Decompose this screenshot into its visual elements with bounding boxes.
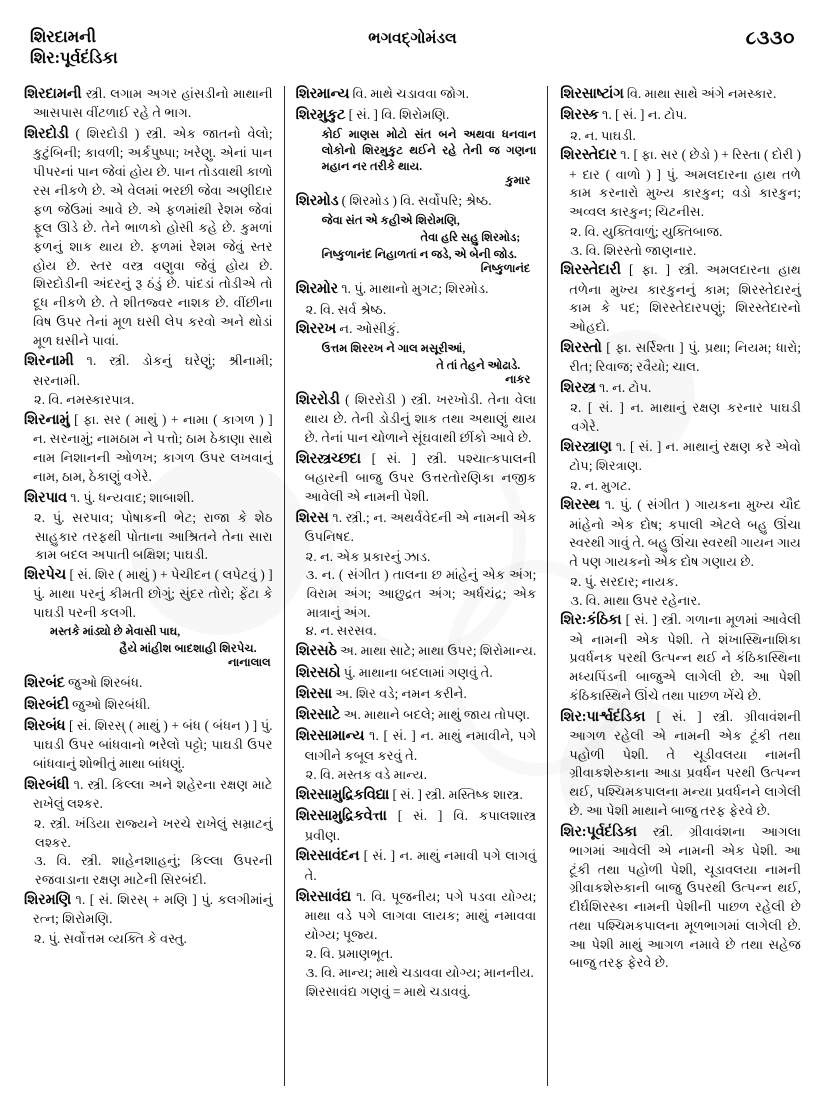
- entry-headword: શિરદામની: [24, 86, 82, 102]
- entry-definition: [ સં. શિરસ્ ( માથું ) + બંધ ( બંધન ) ] પું. પાઘડી ઉપર બાંધવાનો ભરેલો પટ્ટો; પાઘડી ઉપર બાંધવાનું શોભીતું માથા બાંધણું.: [33, 717, 273, 771]
- entry-citation-line: નિષ્કુળાનંદ નિહાળતાં ન જડે, એ બેની જોડ.: [321, 247, 517, 261]
- dictionary-entry: [560, 822, 801, 973]
- dictionary-entry: [24, 488, 273, 508]
- entry-headword: શિરમોર: [295, 281, 338, 298]
- dictionary-entry: [560, 437, 801, 476]
- entry-headword: શિરબંદી: [24, 696, 69, 713]
- entry-sense: ૪. ન. સરસવ.: [305, 623, 377, 639]
- entry-headword: શિરરખ: [295, 321, 336, 338]
- running-head-left-line2: શિર:પૂર્વદંડિકા: [30, 48, 118, 68]
- entry-headword: શિરબંદ: [24, 675, 65, 692]
- entry-citation-attribution: નાકર: [505, 373, 531, 386]
- entry-sense: ૨. વિ. સર્વ શ્રેષ્ઠ.: [305, 301, 387, 317]
- entry-headword: શિરસાષ્ટાંગ: [560, 86, 624, 102]
- entry-definition: [ ફા. ] સ્ત્રી. અમલદારના હાથ તળેના મુખ્ય કારકુનનું કામ; શિરસ્તેદારનું કામ કે પદ; શિરસ્તેદારપણું; શિરસ્તેદારનો ઓહદો.: [569, 262, 801, 335]
- entry-definition: ૧. પું. ધન્યવાદ; શાબાશી.: [66, 489, 194, 505]
- entry-sense: ૩. ન. ( સંગીત ) તાલના છ માંહેનું એક અંગ; વિરામ અંગ; આછુદ્રત અંગ; અર્ધચંદ્ર; એક માત્રાનું અંગ.: [305, 567, 537, 620]
- dictionary-entry: [24, 695, 273, 715]
- entry-sense: ૨. વિ. યુક્તિવાળું; યુક્તિબાજ.: [570, 223, 723, 239]
- entry-definition: ન. ઓસીકું.: [336, 321, 400, 337]
- entry-headword: શિરસાવંદ્ય: [295, 888, 351, 905]
- entry-headword: શિરરોડી: [295, 391, 340, 408]
- dictionary-entry: [296, 684, 537, 704]
- book-title: ભગવદ્ગોમંડલ: [368, 30, 457, 47]
- entry-headword: શિરનામું: [24, 412, 70, 429]
- dictionary-entry: [296, 279, 537, 299]
- entry-headword: શિરપેચ: [24, 567, 66, 584]
- entry-definition: [ સં. ] વિ. કપાલશાસ્ત્ર પ્રવીણ.: [304, 808, 537, 843]
- entry-definition: સ્ત્રી. લગામ અગર હાંસડીનો માથાની આસપાસ વીંટળાઈ રહે તે ભાગ.: [33, 86, 273, 121]
- entry-headword: શિરસ્ત્રાણ: [560, 438, 612, 455]
- entry-sense: ૩. વિ. માથા ઉપર રહેનાર.: [570, 592, 701, 608]
- dictionary-entry: [24, 775, 273, 814]
- entry-sense: ૨. [ સં. ] ન. માથાનું રક્ષણ કરનાર પાઘડી વગેરે.: [570, 400, 801, 434]
- entry-sense: ૩. વિ. શિરસ્તો જાણનાર.: [570, 242, 697, 258]
- running-head-left-line1: શિરદામની: [30, 27, 96, 46]
- entry-definition: ૧. [ સં. ] ન. ટોપ.: [598, 107, 687, 123]
- entry-citation-line: જેવા સંત એ કહીએ શિરોમણિ,: [321, 213, 460, 227]
- entry-headword: શિરબંધ: [24, 717, 66, 734]
- entry-headword: શિરસામુદ્રિકવેત્તા: [295, 808, 387, 825]
- entry-citation-attribution: કુમાર: [505, 175, 531, 188]
- entry-headword: શિરસ્ત્ર: [560, 379, 596, 396]
- dictionary-entry: [296, 508, 537, 547]
- dictionary-entry: [296, 449, 537, 507]
- entry-headword: શિરસ્તો: [560, 339, 602, 356]
- dictionary-entry: [296, 105, 537, 125]
- entry-definition: [ સં. ] સ્ત્રી. પશ્ચાત્કપાલની બહારની બાજુ ઉપર ઉત્તરતોરણિકા નજીક આવેલી એ નામની પેશી.: [304, 450, 537, 504]
- entry-sense: ૨. વિ. નમસ્કારપાત્ર.: [34, 392, 135, 408]
- entry-sense: ૨. પું. સરપાવ; પોષાકની ભેટ; રાજા કે શેઠ સાહુકાર તરફથી પોતાના આશ્રિતને તેના સારા કામ બદલ અપાતી બક્ષિશ; પાઘડી.: [34, 509, 273, 563]
- entry-headword: શિરસાવંદન: [295, 848, 360, 865]
- dictionary-entry: [560, 378, 801, 398]
- entry-sense: ૨. ન. એક પ્રકારનું ઝાડ.: [305, 548, 431, 564]
- entry-sense: ૩. વિ. માન્ય; માથે ચડાવવા યોગ્ય; માનનીય.: [305, 965, 534, 981]
- entry-definition: [ સં. ] વિ. શિરોમણિ.: [345, 107, 450, 123]
- dictionary-entry: [296, 390, 537, 448]
- entry-definition: [ સં. ] સ્ત્રી. ગ્રીવાવંશની આગળ રહેલી એ નામની એક ટૂંકી તથા પહોળી પેશી. તે ચૂડીવલયા નામની ગ્રીવાકશેરુકાના આડા પ્રવર્ધન પરથી ઉત્પન્ન થઈ, પશ્ચિમકપાલના મન્યા પ્રવર્ધનને લાગેલી છે. આ પેશી માથાને બાજુ તરફ ફેરવે છે.: [569, 708, 801, 818]
- page-number: ૮૩૩૦: [745, 28, 795, 49]
- entry-headword: શિરસ્તેદારી: [560, 262, 621, 279]
- dictionary-entry: [296, 84, 537, 104]
- entry-definition: અ. શિર વડે; નમન કરીને.: [332, 685, 467, 701]
- entry-definition: ૧. [ સં. ] ન. માથું નમાવીને, પગે લાગીને કબૂલ કરવું તે.: [304, 728, 537, 763]
- entry-sense: ૨. વિ. પ્રમાણભૂત.: [305, 946, 393, 962]
- dictionary-entry: [560, 610, 801, 705]
- entry-sense: ૩. વિ. સ્ત્રી. શાહેનશાહનું; કિલ્લા ઉપરની રજવાડાના રક્ષણ માટેની સિરબંદી.: [34, 853, 273, 887]
- dictionary-entry: [560, 338, 801, 377]
- dictionary-entry: [24, 84, 273, 123]
- entry-definition: ૧. સ્ત્રી. કિલ્લા અને શહેરના રક્ષણ માટે રાખેલું લશ્કર.: [33, 776, 273, 812]
- entry-definition: ૧. ન. ટોપ.: [595, 379, 652, 395]
- entry-headword: શિરમણિ: [24, 891, 72, 908]
- entry-headword: શિરમાન્ય: [295, 86, 350, 102]
- dictionary-entry: [560, 145, 801, 222]
- entry-citation-line: ઉત્તમ શિરરખ ને ગાલ મસૂરીઆં,: [321, 341, 466, 355]
- entry-example: શિરસાવંદ્ય ગણવું = માથે ચડાવવું.: [305, 983, 471, 999]
- dictionary-entry: [24, 124, 273, 350]
- entry-sense: ૨. પું. સરદાર; નાયક.: [570, 573, 679, 589]
- entry-headword: શિરસામાન્ય: [295, 728, 365, 745]
- entry-sense: ૨. ન. મુગટ.: [570, 477, 631, 493]
- dictionary-entry: [560, 707, 801, 821]
- entry-headword: શિરસા: [295, 685, 333, 702]
- entry-headword: શિરદોડી: [24, 126, 69, 143]
- entry-headword: શિરસામુદ્રિકવિદ્યા: [295, 787, 390, 804]
- entry-definition: સ્ત્રી. ગ્રીવાવંશના આગલા ભાગમાં આવેલી એ નામની એક પેશી. આ ટૂંકી તથા પહોળી પેશી, ચૂડાવલયા નામની ગ્રીવાકશેરુકાની બાજુ ઉપરથી ઉત્પન્ન થઈ, દીર્ઘશિરસ્કા નામની પેશીની પાછળ રહેલી છે તથા પશ્ચિમકપાલના મૂળભાગમાં લાગેલી છે. આ પેશી માથું આગળ નમાવે છે તથા સહેજ બાજુ તરફ ફેરવે છે.: [569, 823, 801, 971]
- entry-headword: શિરસ્ત્રચ્છદા: [295, 450, 361, 467]
- entry-definition: ( શિરરોડી ) સ્ત્રી. ખરખોડી. તેના વેલા થાય છે. તેની ડોડીનું શાક તથા અથાણું થાય છે. તેનાં પાન ચોળાને સૂંઘવાથી છીંકો આવે છે.: [304, 391, 537, 445]
- entry-citation-line: તેવા હરિ સહુ શિરમોડ;: [420, 230, 521, 244]
- entry-headword: શિર:કંઠિકા: [560, 612, 622, 629]
- entry-definition: [ સં. ] ન. માથું નમાવી પગે લાગવું તે.: [304, 848, 537, 883]
- page-header: [24, 26, 801, 82]
- column-right: [548, 84, 801, 1094]
- entry-definition: ૧. વિ. પૂજનીય; પગે પડવા યોગ્ય; માથા વડે પગે લાગવા લાયક; માથું નમાવવા યોગ્ય; પૂજ્ય.: [304, 888, 537, 942]
- dictionary-entry: [296, 887, 537, 945]
- entry-sense: ૨. ન. પાઘડી.: [570, 127, 636, 143]
- entry-citation-line: તે તાં તેહને ઓઢાડે.: [436, 358, 521, 372]
- dictionary-entry: [296, 319, 537, 339]
- entry-citation-block: કોઈ માણસ મોટો સંત બને અથવા ધનવાન લોકોનો શિરમુકુટ થઈને રહે તેની જ ગણના મહાન નર તરીકે થાય.: [321, 127, 537, 174]
- dictionary-entry: [560, 105, 801, 125]
- entry-definition: અ. માથા સાટે; માથા ઉપર; શિરોમાન્ય.: [336, 643, 537, 659]
- column-middle: [285, 84, 548, 1094]
- entry-headword: શિરસાટે: [295, 707, 341, 724]
- dictionary-entry: [296, 705, 537, 725]
- entry-definition: ( શિરદોડી ) સ્ત્રી. એક જાતનો વેલો; કુટુંબિની; કાવળી; અર્કપુષ્પા; ખરેણુ. એનાં પાન પીપરનાં પાન જેવાં હોય છે. પાન તોડવાથી કાળો રસ નીકળે છે. એ વેલમાં ભરછી જેવા અણીદાર ફળ જેઉમાં આવે છે. એ ફળમાંથી રેશમ જેવાં ફૂલ ઊડે છે. તેને ભાળકો હોસી કહે છે. કુમળાં ફળનું શાક થાય છે. ફળમાં રેશમ જેવું સ્તર હોય છે. સ્તર વસ્ત્ર વણુવા જેવું હોય છે. શિરદોડીની અંદરનું રૂ ઠંડું છે. પાંદડાં તોડીએ તો દૂધ નીકળે છે. તે શીતજ્વર નાશક છે. વીંછીના વિષ ઉપર તેનાં મૂળ ઘસી લેપ કરવો અને થોડાં મૂળ ઘસીને પાવાં.: [33, 126, 273, 348]
- entry-citation-attribution: નાનાલાલ: [228, 657, 271, 670]
- dictionary-entry: [24, 890, 273, 929]
- entry-definition: ૧. સ્ત્રી. ડોકનું ઘરેણું; શ્રીનામી; સરનામી.: [33, 353, 273, 388]
- entry-definition: પું. માથાના બદલામાં ગણવું તે.: [340, 664, 493, 680]
- entry-sense: ૨. સ્ત્રી. ખંડિયા રાજ્યને ખરચે રાખેલું સમ્રાટનું લશ્કર.: [34, 815, 273, 850]
- dictionary-entry: [560, 260, 801, 337]
- entry-citation-line: મસ્તકે માંડ્યો છે મેવાસી પાઘ,: [50, 624, 181, 638]
- entry-definition: ૧. [ ફા. સર ( છેડો ) + રિસ્તા ( દોરી ) + દાર ( વાળો ) ] પું. અમલદારના હાથ તળે કામ કરનારો મુખ્ય કારકુન; વડો કારકુન; અવ્વલ કારકુન; ચિટનીસ.: [569, 147, 801, 220]
- entry-headword: શિરસઠે: [295, 643, 337, 660]
- dictionary-entry: [24, 565, 273, 623]
- entry-headword: શિર:પાર્શ્વદંડિકા: [560, 708, 646, 725]
- entry-headword: શિરસ્થ: [560, 497, 600, 514]
- entry-definition: ૧. પું. ( સંગીત ) ગાયકના મુખ્ય ચૌદ માંહેનો એક દોષ; કપાલી એટલે બહુ ઊંચા સ્વરથી ગાવું તે. બહુ ઊંચા સ્વરથી ગાયન ગાય તે પણ ગાયકનો એક દોષ ગણાય છે.: [569, 497, 801, 570]
- dictionary-entry: [296, 806, 537, 845]
- dictionary-entry: [296, 641, 537, 661]
- entry-headword: શિરપાવ: [24, 489, 67, 506]
- entry-headword: શિરબંધી: [24, 776, 70, 793]
- entry-headword: શિરસ્તેદાર: [560, 147, 617, 164]
- entry-headword: શિરસ્ક: [560, 107, 599, 124]
- entry-headword: શિરસ: [295, 509, 329, 526]
- entry-definition: વિ. માથા સાથે અંગે નમસ્કાર.: [623, 86, 777, 101]
- column-container: [24, 84, 801, 1094]
- dictionary-entry: [296, 785, 537, 805]
- dictionary-entry: [24, 673, 273, 693]
- entry-sense: ૨. વિ. મસ્તક વડે માન્ય.: [305, 767, 427, 783]
- entry-definition: જુઓ શિરબંધ.: [64, 675, 143, 691]
- entry-headword: શિરમોડ: [295, 193, 339, 210]
- entry-definition: ૧. સ્ત્રી.; ન. અથર્વવેદની એ નામની એક ઉપનિષદ.: [304, 509, 537, 544]
- entry-definition: [ ફા. સર ( માથું ) + નામા ( કાગળ ) ] ન. સરનામું; નામઠામ ને પત્તો; ઠામ ઠેકાણા સાથે નામ નિશાનની ઓળખ; કાગળ ઉપર લખવાનું નામ, ઠામ, ઠેકાણું વગેરે.: [33, 412, 273, 484]
- entry-definition: ૧. પું. માથાનો મુગટ; શિરમોડ.: [337, 281, 489, 297]
- entry-definition: ૧. [ સં. શિરસ્ + મણિ ] પું. કલગીમાંનું રત્ન; શિરોમણિ.: [33, 891, 273, 926]
- entry-definition: [ ફા. સર્રિશ્તા ] પું. પ્રથા; નિયમ; ધારો; રીત; રિવાજ; રવૈયો; ચાલ.: [569, 339, 801, 375]
- dictionary-entry: [24, 351, 273, 390]
- dictionary-entry: [296, 663, 537, 683]
- entry-definition: વિ. માથે ચડાવવા જોગ.: [349, 86, 469, 101]
- dictionary-entry: [296, 726, 537, 765]
- dictionary-entry: [296, 191, 537, 211]
- entry-definition: [ સં. ] સ્ત્રી. મસ્તિષ્ક શાસ્ત્ર.: [389, 787, 523, 803]
- entry-headword: શિરનામી: [24, 353, 74, 370]
- dictionary-entry: [560, 495, 801, 572]
- entry-definition: ( શિરમોડ ) વિ. સર્વોપરિ; શ્રેષ્ઠ.: [338, 193, 492, 209]
- entry-citation-line: હૈયે માંહીશ બાદશાહી શિરપેચ.: [119, 642, 257, 656]
- dictionary-entry: [24, 716, 273, 774]
- entry-headword: શિર:પૂર્વદંડિકા: [560, 823, 637, 840]
- entry-headword: શિરસઠો: [295, 664, 341, 681]
- entry-definition: [ સં. ] સ્ત્રી. ગળાના મૂળમાં આવેલી એ નામની એક પેશી. તે શંખાસ્થિનાશિકા પ્રવર્ધનક પરથી ઉત્પન્ન થઈ ને કંઠિકાસ્થિના મધ્યપિંડની બાજુએ લાગેલી છે. આ પેશી કંઠિકાસ્થિને ઊંચે તથા પાછળ ખેંચે છે.: [569, 612, 801, 703]
- entry-definition: જુઓ શિરબંધી.: [68, 696, 151, 712]
- entry-headword: શિરમુકુટ: [295, 107, 346, 124]
- entry-sense: ૨. પું. સર્વોત્તમ વ્યક્તિ કે વસ્તુ.: [34, 930, 187, 946]
- entry-definition: અ. માથાને બદલે; માથું જાય તોપણ.: [340, 707, 530, 723]
- column-left: [24, 84, 284, 1094]
- dictionary-entry: [560, 84, 801, 104]
- dictionary-entry: [24, 410, 273, 487]
- entry-citation-attribution: નિષ્કુળાનંદ: [480, 263, 531, 276]
- entry-definition: ૧. [ સં. ] ન. માથાનું રક્ષણ કરે એવો ટોપ; શિરત્રાણ.: [569, 438, 801, 473]
- entry-definition: [ સં. શિર ( માથું ) + પેચીદન ( લપેટવું ) ] પું. માથા પરનું કીમતી છોગું; સુંદર તોરો; ફેંટા કે પાઘડી પરની કલગી.: [33, 567, 273, 621]
- dictionary-entry: [296, 846, 537, 885]
